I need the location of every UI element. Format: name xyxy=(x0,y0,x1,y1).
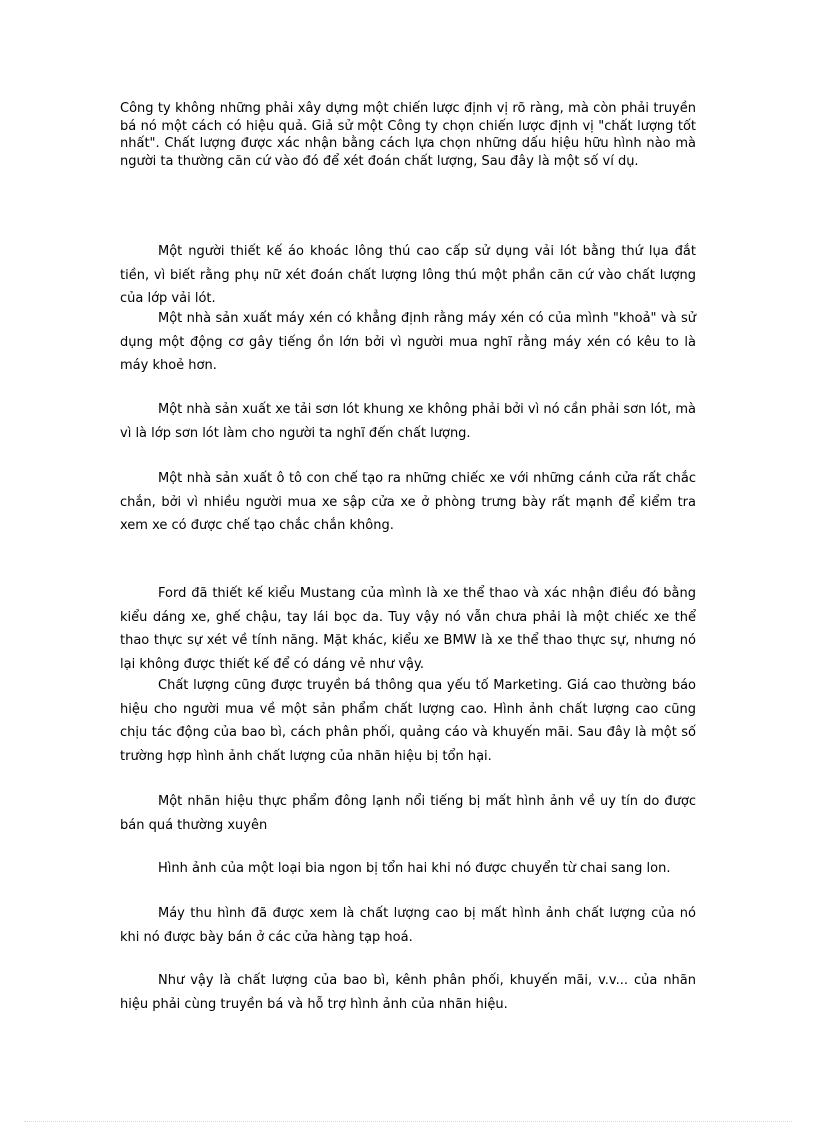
paragraph-truck-primer: Một nhà sản xuất xe tải sơn lót khung xe không phải bởi vì nó cần phải sơn lót, mà vì là lớp sơn lót làm cho người ta nghĩ đến chất lượng. xyxy=(120,402,696,441)
paragraph-conclusion: Như vậy là chất lượng của bao bì, kênh phân phối, khuyến mãi, v.v... của nhãn hiệu phải cùng truyền bá và hỗ trợ hình ảnh của nhãn hiệu. xyxy=(120,973,696,1012)
intro-paragraph: Công ty không những phải xây dựng một chiến lược định vị rõ ràng, mà còn phải truyền bá nó một cách có hiệu quả. Giả sử một Công ty chọn chiến lược định vị "chất lượng tốt nhất". Chất lượng được xác nhận bằng cách lựa chọn những dấu hiệu hữu hình nào mà người ta thường căn cứ vào đó để xét đoán chất lượng, Sau đây là một số ví dụ. xyxy=(120,101,696,169)
paragraph-marketing-quality: Chất lượng cũng được truyền bá thông qua yếu tố Marketing. Giá cao thường báo hiệu cho người mua về một sản phẩm chất lượng cao. Hình ảnh chất lượng cao cũng chịu tác động của bao bì, cách phân phối, quảng cáo và khuyến mãi. Sau đây là một số trường hợp hình ảnh chất lượng của nhãn hiệu bị tổn hại. xyxy=(120,678,696,764)
paragraph-fur-coat: Một người thiết kế áo khoác lông thú cao cấp sử dụng vải lót bằng thứ lụa đắt tiền, vì biết rằng phụ nữ xét đoán chất lượng lông thú một phần căn cứ vào chất lượng của lớp vải lót. xyxy=(120,244,696,306)
paragraph-ford-mustang: Ford đã thiết kế kiểu Mustang của mình là xe thể thao và xác nhận điều đó bằng kiểu dáng xe, ghế chậu, tay lái bọc da. Tuy vậy nó vẫn chưa phải là một chiếc xe thể thao thực sự xét về tính năng. Mặt khác, kiểu xe BMW là xe thể thao thực sự, nhưng nó lại không được thiết kế để có dáng vẻ như vậy. xyxy=(120,586,696,672)
paragraph-car-doors: Một nhà sản xuất ô tô con chế tạo ra những chiếc xe với những cánh cửa rất chắc chắn, bởi vì nhiều người mua xe sập cửa xe ở phòng trưng bày rất mạnh để kiểm tra xem xe có được chế tạo chắc chắn không. xyxy=(120,471,696,533)
paragraph-lawn-mower: Một nhà sản xuất máy xén có khẳng định rằng máy xén có của mình "khoả" và sử dụng một động cơ gây tiếng ồn lớn bởi vì người mua nghĩ rằng máy xén có kêu to là máy khoẻ hơn. xyxy=(120,311,696,373)
paragraph-frozen-food: Một nhãn hiệu thực phẩm đông lạnh nổi tiếng bị mất hình ảnh về uy tín do được bán quá thường xuyên xyxy=(120,794,696,833)
page-bottom-rule xyxy=(24,1121,792,1122)
paragraph-beer: Hình ảnh của một loại bia ngon bị tổn hai khi nó được chuyển từ chai sang lon. xyxy=(158,861,671,876)
paragraph-television: Máy thu hình đã được xem là chất lượng cao bị mất hình ảnh chất lượng của nó khi nó được bày bán ở các cửa hàng tạp hoá. xyxy=(120,906,696,945)
